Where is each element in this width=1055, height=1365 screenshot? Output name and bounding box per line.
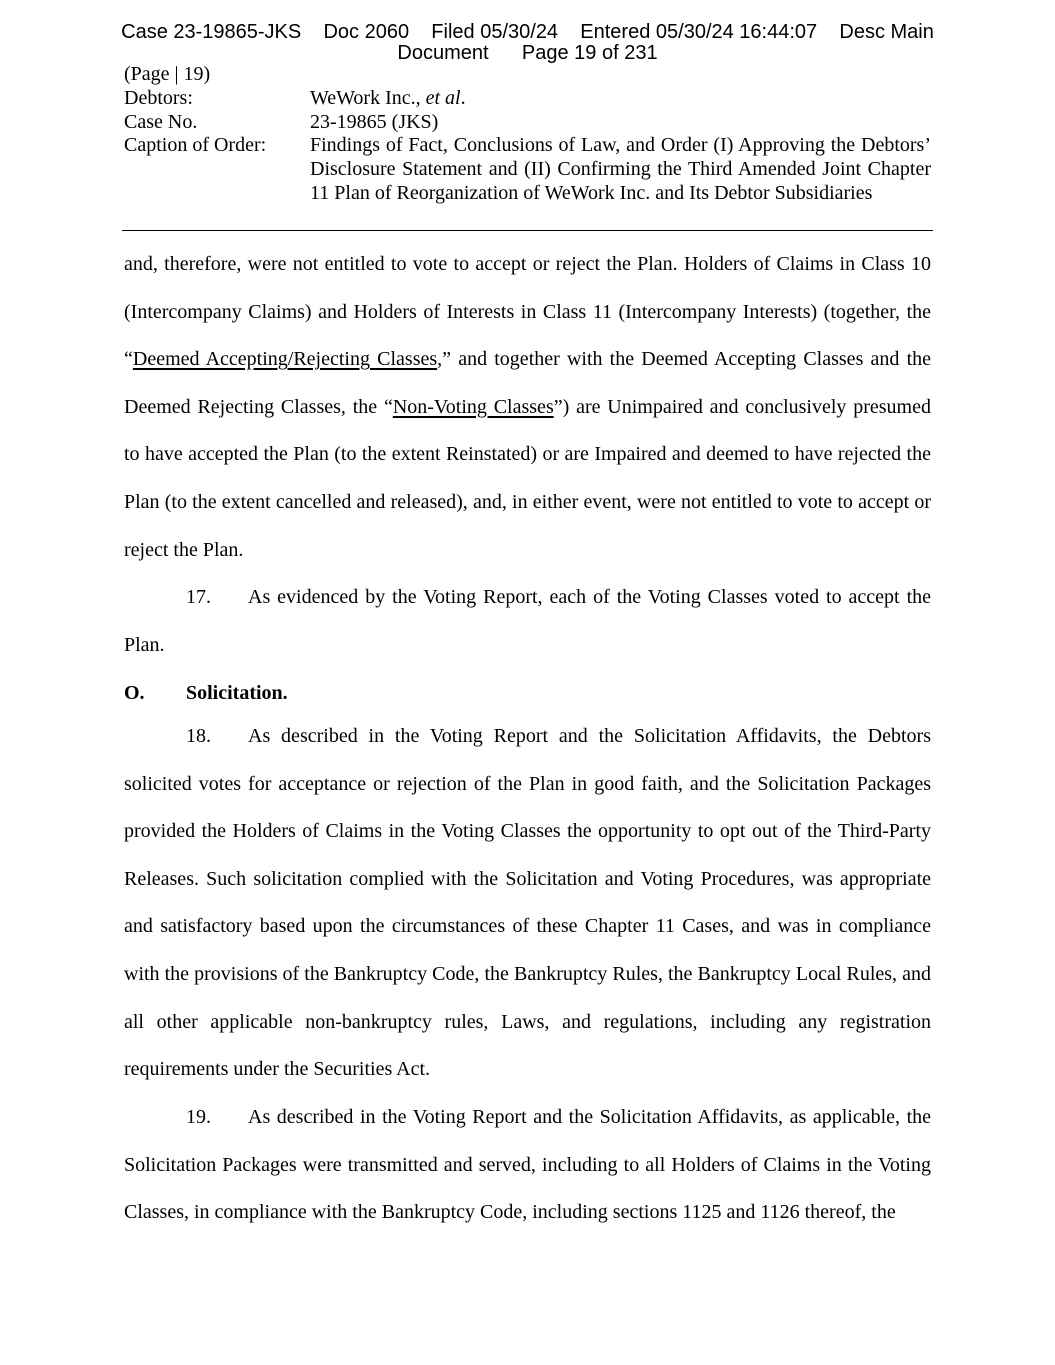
section-letter: O. bbox=[124, 682, 145, 704]
order-title-value: Findings of Fact, Conclusions of Law, and Order (I) Approving the Debtors’ Disclosure Statement and (II) Confirming the Third Amended Joint Chapter 11 Plan of Reorganization of WeWork Inc. and Its Debtor Subsidiaries bbox=[310, 134, 931, 204]
defined-term-non-voting-classes: Non-Voting Classes bbox=[392, 395, 554, 418]
debtors-period: . bbox=[460, 86, 466, 109]
section-title: Solicitation. bbox=[186, 682, 288, 704]
paragraph-continued-text-2: ,” and together with the Deemed Accepting Classes and the Deemed Rejecting Classes, the “ bbox=[124, 348, 931, 418]
paragraph-18-text: As described in the Voting Report and the Solicitation Affidavits, the Debtors solicited votes for acceptance or rejection of the Plan in good faith, and the Solicitation Packages provided the Holders of Claims in the Voting Classes the opportunity to opt out of the Third-Party Releases. Such solicitation complied with the Solicitation and Voting Procedures, was appropriate and satisfactory based upon the circumstances of these Chapter 11 Cases, and was in compliance with the provisions of the Bankruptcy Code, the Bankruptcy Rules, the Bankruptcy Local Rules, and all other applicable non-bankruptcy rules, Laws, and regulations, including any registration requirements under the Securities Act. bbox=[124, 725, 931, 1081]
paragraph-continued-text-3: ”) are Unimpaired and conclusively presumed to have accepted the Plan (to the extent Reinstated) or are Impaired and deemed to have rejected the Plan (to the extent cancelled and released), and, in either event, were not entitled to vote to accept or reject the Plan. bbox=[124, 395, 931, 561]
order-title-label: Caption of Order: bbox=[124, 134, 267, 157]
case-number-row bbox=[124, 111, 931, 135]
paragraph-18-number: 18. bbox=[186, 725, 211, 747]
case-number-value: 23-19865 (JKS) bbox=[310, 110, 439, 133]
section-heading-o bbox=[124, 679, 288, 707]
paragraph-17-text: As evidenced by the Voting Report, each of the Voting Classes voted to accept the Plan. bbox=[124, 586, 931, 656]
page-ref: (Page | 19) bbox=[124, 63, 211, 85]
paragraph-19-text: As described in the Voting Report and the Solicitation Affidavits, as applicable, the Solicitation Packages were transmitted and served, including to all Holders of Claims in the Voting Classes, in compliance with the Bankruptcy Code, including sections 1125 and 1126 thereof, the bbox=[124, 1106, 931, 1224]
paragraph-19-number: 19. bbox=[186, 1106, 211, 1128]
debtors-et-al: et al bbox=[425, 86, 461, 109]
debtors-value bbox=[310, 87, 931, 111]
order-title-row bbox=[124, 134, 931, 205]
defined-term-deemed-accepting-rejecting: Deemed Accepting/Rejecting Classes bbox=[132, 348, 438, 371]
paragraph-19 bbox=[124, 1094, 931, 1237]
paragraph-18 bbox=[124, 713, 931, 1094]
debtors-row bbox=[124, 87, 931, 111]
filing-banner-line-1: Case 23-19865-JKS Doc 2060 Filed 05/30/24 Entered 05/30/24 16:44:07 Desc Main bbox=[121, 21, 934, 43]
case-number-label: Case No. bbox=[124, 110, 198, 133]
page-ref-row bbox=[124, 63, 931, 87]
paragraph-17 bbox=[124, 574, 931, 669]
debtors-label: Debtors: bbox=[124, 86, 193, 109]
caption-divider bbox=[122, 230, 933, 231]
order-caption bbox=[124, 63, 931, 206]
debtors-name: WeWork Inc., bbox=[310, 86, 426, 109]
paragraph-continued-text-1: and, therefore, were not entitled to vote to accept or reject the Plan. Holders of Claims in Class 10 (Intercompany Claims) and Holders of Interests in Class 11 (Intercompany Interests) (together, the “ bbox=[124, 253, 931, 371]
paragraph-continued bbox=[124, 241, 931, 574]
paragraph-17-number: 17. bbox=[186, 586, 211, 608]
filing-banner-line-2: Document Page 19 of 231 bbox=[397, 42, 658, 64]
